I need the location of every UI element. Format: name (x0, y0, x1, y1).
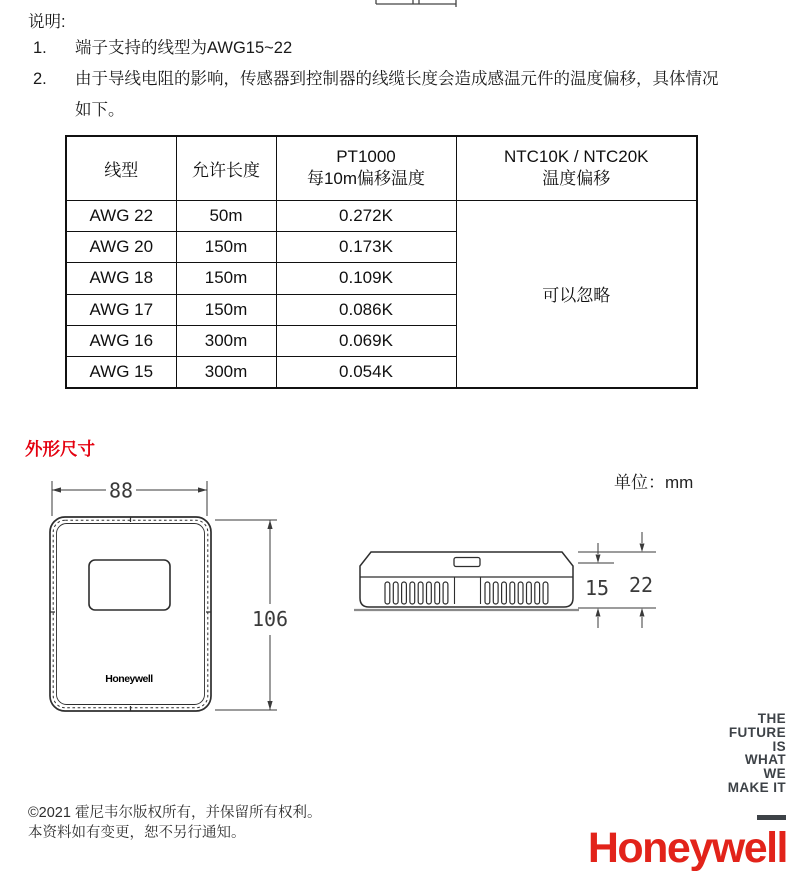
cell-length: 50m (176, 200, 276, 231)
header-ntc (456, 136, 697, 200)
width-dimension-value: 88 (108, 478, 134, 503)
copyright-line-2: 本资料如有变更，恕不另行通知。 (28, 824, 246, 841)
cropped-drawing-fragment (370, 0, 465, 8)
tagline-line: WHAT (744, 752, 786, 768)
table-row (66, 200, 697, 231)
unit-label: 单位：mm (614, 473, 694, 492)
brand-tagline (728, 712, 786, 795)
cell-offset: 0.173K (276, 231, 456, 262)
width-dimension (52, 479, 207, 517)
height-dimension-value: 106 (251, 607, 289, 631)
tagline-line: FUTURE (728, 724, 786, 740)
wire-offset-table (65, 135, 698, 389)
cell-ntc-merged: 可以忽略 (456, 200, 697, 388)
tagline-line: THE (757, 711, 786, 726)
depth-dimensions (578, 532, 656, 628)
note-text: 端子支持的线型为AWG15~22 (75, 39, 293, 57)
header-wire-type: 线型 (66, 136, 176, 200)
copyright (28, 804, 321, 843)
header-ntc-line1: NTC10K / NTC20K (503, 147, 649, 167)
vent-slots-left (385, 582, 448, 604)
cell-offset: 0.069K (276, 326, 456, 357)
side-view-drawing (340, 525, 670, 640)
note-text: 由于导线电阻的影响，传感器到控制器的线缆长度会造成感温元件的温度偏移，具体情况如下。 (75, 70, 719, 119)
vent-slots-right (485, 582, 548, 604)
total-height-value: 22 (628, 573, 654, 597)
device-front-outline (50, 517, 211, 711)
cell-length: 300m (176, 357, 276, 388)
display-window (89, 560, 170, 610)
tagline-line: MAKE IT (727, 779, 786, 795)
cell-wire-type: AWG 17 (66, 294, 176, 325)
cell-offset: 0.086K (276, 294, 456, 325)
cell-length: 150m (176, 294, 276, 325)
body-height-value: 15 (584, 576, 610, 600)
header-ntc-line2: 温度偏移 (542, 169, 611, 189)
cell-offset: 0.054K (276, 357, 456, 388)
cell-length: 150m (176, 263, 276, 294)
cell-offset: 0.272K (276, 200, 456, 231)
tagline-underline-bar (757, 815, 786, 820)
front-view-drawing (30, 468, 300, 728)
cell-wire-type: AWG 16 (66, 326, 176, 357)
mounting-clip (454, 558, 480, 567)
header-pt1000 (276, 136, 456, 200)
cell-wire-type: AWG 18 (66, 263, 176, 294)
header-allowed-length: 允许长度 (176, 136, 276, 200)
note-item-2 (33, 64, 730, 126)
note-item-1 (33, 33, 730, 64)
copyright-line-1: ©2021 霍尼韦尔版权所有，并保留所有权利。 (28, 805, 322, 821)
device-side-outline (354, 552, 579, 610)
height-dimension (215, 520, 288, 710)
note-number: 2. (33, 70, 47, 88)
header-pt1000-line2: 每10m偏移温度 (306, 169, 426, 189)
note-number: 1. (33, 39, 47, 57)
section-heading-dimensions: 外形尺寸 (25, 439, 95, 459)
table-header-row (66, 136, 697, 200)
tagline-line: WE (763, 766, 786, 782)
honeywell-logo: Honeywell (587, 824, 787, 872)
cell-wire-type: AWG 20 (66, 231, 176, 262)
cell-length: 300m (176, 326, 276, 357)
device-logo-label: Honeywell (105, 673, 153, 685)
tagline-line: IS (772, 738, 786, 754)
cell-length: 150m (176, 231, 276, 262)
cell-offset: 0.109K (276, 263, 456, 294)
header-pt1000-line1: PT1000 (336, 147, 396, 167)
notes-title: 说明: (28, 13, 66, 31)
cell-wire-type: AWG 22 (66, 200, 176, 231)
cell-wire-type: AWG 15 (66, 357, 176, 388)
